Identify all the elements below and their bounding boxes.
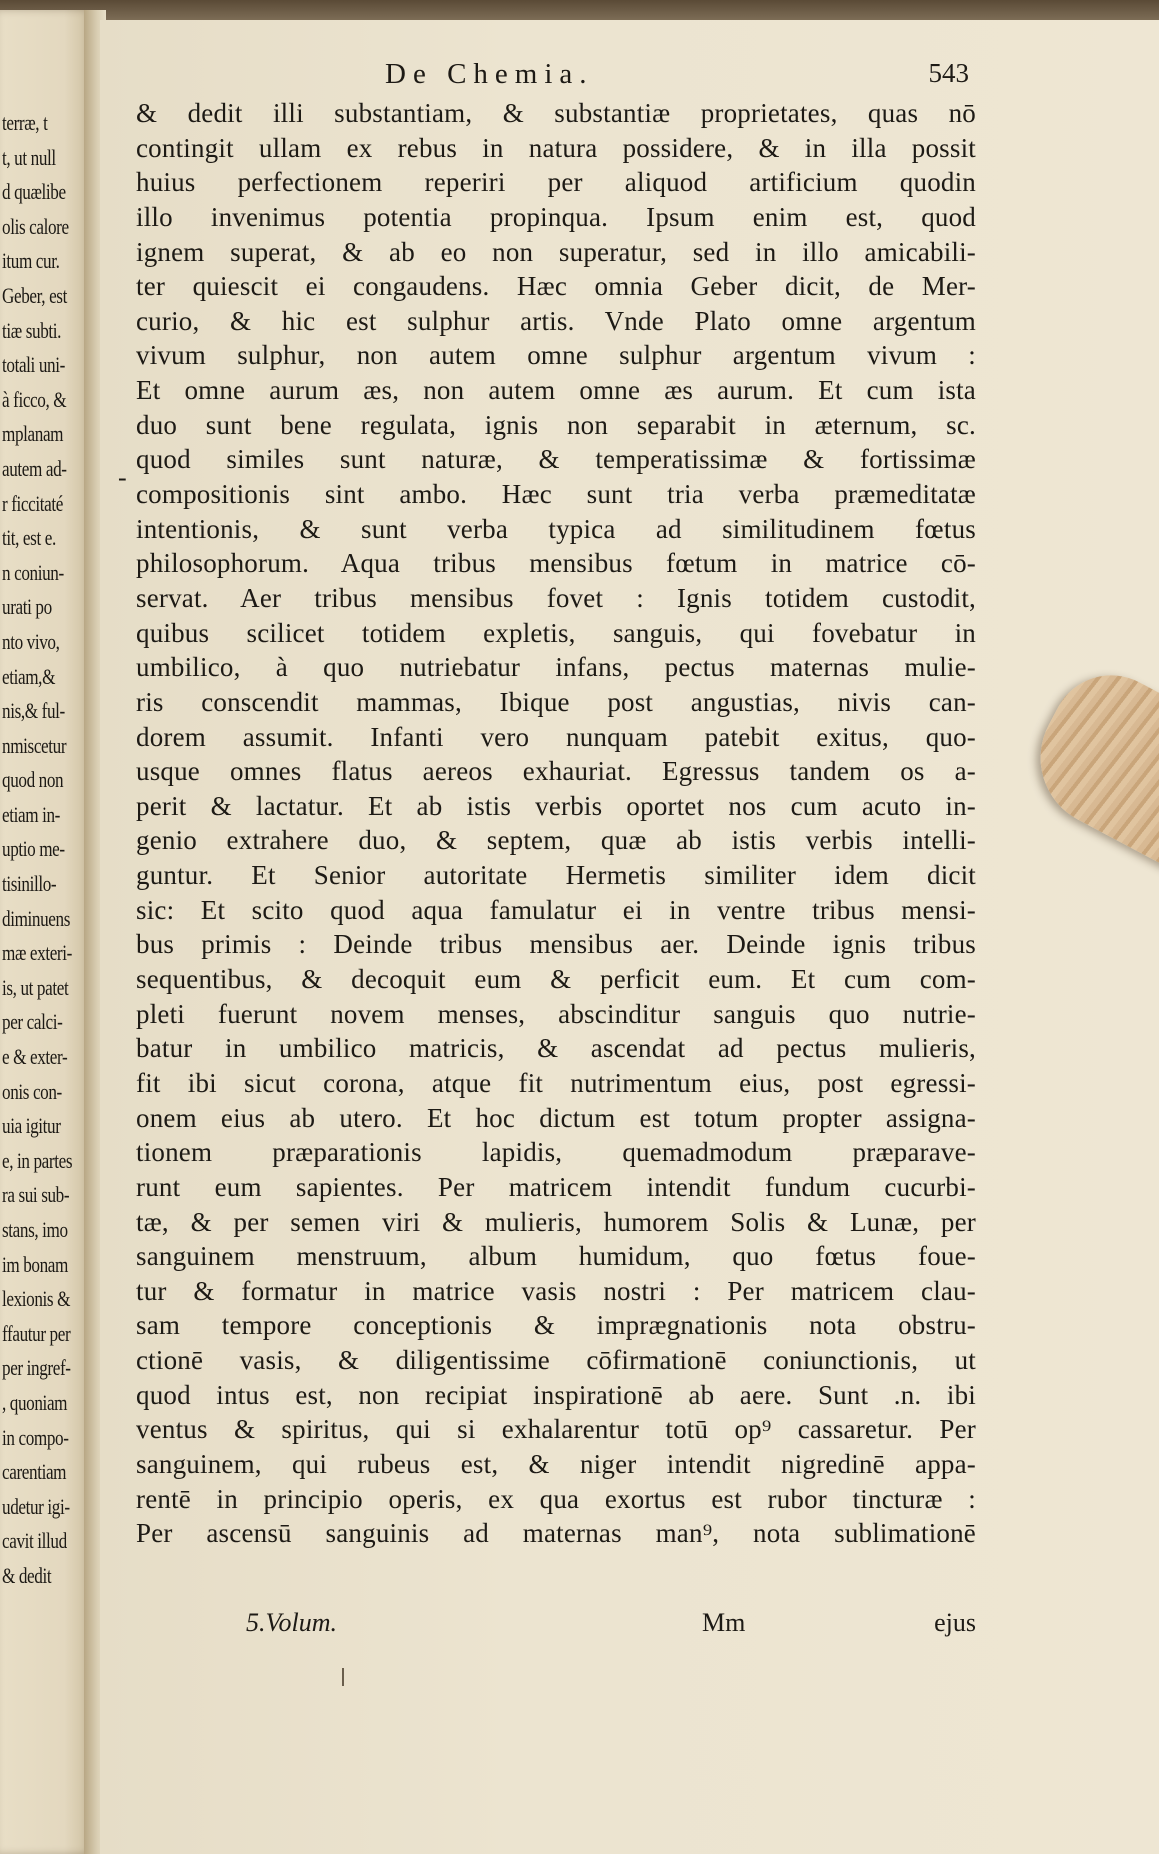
signature-mark: 5.Volum. <box>246 1608 337 1637</box>
previous-page-line: etiam in- <box>2 801 60 827</box>
previous-page-line: diminuens <box>2 905 70 931</box>
text-line: usque omnes flatus aereos exhauriat. Egressus tandem os a- <box>136 756 976 787</box>
text-line: illo invenimus potentia propinqua. Ipsum enim est, quod <box>136 201 976 232</box>
text-line: rentē in principio operis, ex qua exortus est rubor tincturæ : <box>136 1483 976 1514</box>
text-line: sanguinem, qui rubeus est, & niger intendit nigredinē appa- <box>136 1448 976 1479</box>
text-line: compositionis sint ambo. Hæc sunt tria verba præmeditatæ <box>136 479 976 510</box>
previous-page-line: udetur igi- <box>2 1493 70 1519</box>
previous-page-line: d quælibe <box>2 179 66 205</box>
text-line: duo sunt bene regulata, ignis non separabit in æternum, sc. <box>136 409 976 440</box>
text-line: quibus scilicet totidem expletis, sanguis, qui fovebatur in <box>136 617 976 648</box>
text-line: curio, & hic est sulphur artis. Vnde Plato omne argentum <box>136 305 976 336</box>
previous-page-line: uptio me- <box>2 836 65 862</box>
text-line: onem eius ab utero. Et hoc dictum est totum propter assigna- <box>136 1102 976 1133</box>
previous-page-line: olis calore <box>2 213 69 239</box>
text-line: batur in umbilico matricis, & ascendat ad pectus mulieris, <box>136 1033 976 1064</box>
previous-page-line: uia igitur <box>2 1113 61 1139</box>
text-line: runt eum sapientes. Per matricem intendit fundum cucurbi- <box>136 1171 976 1202</box>
previous-page-strip <box>0 10 92 1854</box>
text-line: tur & formatur in matrice vasis nostri : Per matricem clau- <box>136 1275 976 1306</box>
previous-page-line: ffautur per <box>2 1320 71 1346</box>
text-line: servat. Aer tribus mensibus fovet : Ignis totidem custodit, <box>136 582 976 613</box>
previous-page-line: r ficcitaté <box>2 490 63 516</box>
previous-page-line: cavit illud <box>2 1528 67 1554</box>
previous-page-line: & dedit <box>2 1562 52 1588</box>
previous-page-line: e, in partes <box>2 1147 73 1173</box>
previous-page-line: terræ, t <box>2 110 48 135</box>
stray-mark <box>342 1668 344 1686</box>
text-line: umbilico, à quo nutriebatur infans, pectus maternas mulie- <box>136 652 976 683</box>
previous-page-line: t, ut null <box>2 144 56 170</box>
text-line: quod intus est, non recipiat inspirationē ab aere. Sunt .n. ibi <box>136 1379 976 1410</box>
previous-page-line: tiæ subti. <box>2 317 62 343</box>
previous-page-line: , quoniam <box>2 1389 68 1415</box>
previous-page-line: stans, imo <box>2 1217 68 1242</box>
text-line: contingit ullam ex rebus in natura possidere, & in illa possit <box>136 132 976 163</box>
previous-page-line: quod non <box>2 767 64 793</box>
previous-page-line: Geber, est <box>2 282 67 308</box>
previous-page-line: autem ad- <box>2 455 67 481</box>
previous-page-line: ra sui sub- <box>2 1182 70 1208</box>
previous-page-line: urati po <box>2 594 52 620</box>
margin-mark: - <box>118 463 127 492</box>
text-line: sic: Et scito quod aqua famulatur ei in ventre tribus mensi- <box>136 894 976 925</box>
text-line: fit ibi sicut corona, atque fit nutrimentum eius, post egressi- <box>136 1067 976 1098</box>
text-line: sequentibus, & decoquit eum & perficit eum. Et cum com- <box>136 964 976 995</box>
text-line: bus primis : Deinde tribus mensibus aer. Deinde ignis tribus <box>136 929 976 960</box>
previous-page-line: per ingref- <box>2 1355 71 1381</box>
previous-page-line: n coniun- <box>2 559 64 585</box>
text-line: sam tempore conceptionis & imprægnationis nota obstru- <box>136 1310 976 1341</box>
text-line: genio extrahere duo, & septem, quæ ab istis verbis intelli- <box>136 825 976 856</box>
previous-page-line: im bonam <box>2 1251 68 1277</box>
text-line: vivum sulphur, non autem omne sulphur argentum vivum : <box>136 340 976 371</box>
text-line: tionem præparationis lapidis, quemadmodum præparave- <box>136 1137 976 1168</box>
previous-page-line: nto vivo, <box>2 628 60 654</box>
previous-page-line: carentiam <box>2 1459 67 1485</box>
text-line: pleti fuerunt novem menses, abscinditur sanguis quo nutrie- <box>136 998 976 1029</box>
previous-page-line: onis con- <box>2 1078 62 1104</box>
text-line: dorem assumit. Infanti vero nunquam patebit exitus, quo- <box>136 721 976 752</box>
text-line: quod similes sunt naturæ, & temperatissimæ & fortissimæ <box>136 444 976 475</box>
previous-page-line: totali uni- <box>2 352 65 378</box>
text-line: ignem superat, & ab eo non superatur, sed in illo amicabili- <box>136 236 976 267</box>
previous-page-line: à ficco, & <box>2 386 67 412</box>
previous-page-line: itum cur. <box>2 248 60 274</box>
page-footer <box>136 1608 976 1644</box>
previous-page-line: per calci- <box>2 1009 63 1035</box>
text-line: tæ, & per semen viri & mulieris, humorem Solis & Lunæ, per <box>136 1206 976 1237</box>
text-line: Et omne aurum æs, non autem omne æs aurum. Et cum ista <box>136 375 976 406</box>
text-line: philosophorum. Aqua tribus mensibus fœtum in matrice cō- <box>136 548 976 579</box>
previous-page-line: mæ exteri- <box>2 940 72 966</box>
catchword: ejus <box>934 1608 976 1637</box>
page-title: De Chemia. <box>385 58 594 90</box>
previous-page-line: e & exter- <box>2 1044 68 1070</box>
text-line: & dedit illi substantiam, & substantiæ proprietates, quas nō <box>136 98 976 128</box>
running-header <box>135 58 975 98</box>
body-text <box>136 96 976 1551</box>
previous-page-line: tit, est e. <box>2 525 56 551</box>
previous-page-line: nmiscetur <box>2 732 67 758</box>
previous-page-line: lexionis & <box>2 1286 71 1312</box>
text-line: perit & lactatur. Et ab istis verbis oportet nos cum acuto in- <box>136 790 976 821</box>
previous-page-line: tisinillo- <box>2 871 57 897</box>
text-line: huius perfectionem reperiri per aliquod artificium quodin <box>136 167 976 198</box>
previous-page-line: in compo- <box>2 1424 69 1450</box>
previous-page-line: nis,& ful- <box>2 698 65 724</box>
previous-page-line: etiam,& <box>2 663 56 689</box>
previous-page-line: mplanam <box>2 421 64 447</box>
gathering-mark: Mm <box>702 1608 746 1637</box>
text-line: ventus & spiritus, qui si exhalarentur totū op⁹ cassaretur. Per <box>136 1414 976 1445</box>
text-line: ter quiescit ei congaudens. Hæc omnia Geber dicit, de Mer- <box>136 271 976 302</box>
text-line: ctionē vasis, & diligentissime cōfirmationē coniunctionis, ut <box>136 1345 976 1376</box>
text-line: intentionis, & sunt verba typica ad similitudinem fœtus <box>136 513 976 544</box>
previous-page-line: is, ut patet <box>2 974 69 1000</box>
page-number: 543 <box>928 58 969 88</box>
text-line: guntur. Et Senior autoritate Hermetis similiter idem dicit <box>136 860 976 891</box>
text-line: ris conscendit mammas, Ibique post angustias, nivis can- <box>136 686 976 717</box>
text-line: sanguinem menstruum, album humidum, quo fœtus foue- <box>136 1241 976 1272</box>
text-line: Per ascensū sanguinis ad maternas man⁹, nota sublimationē <box>136 1518 976 1549</box>
